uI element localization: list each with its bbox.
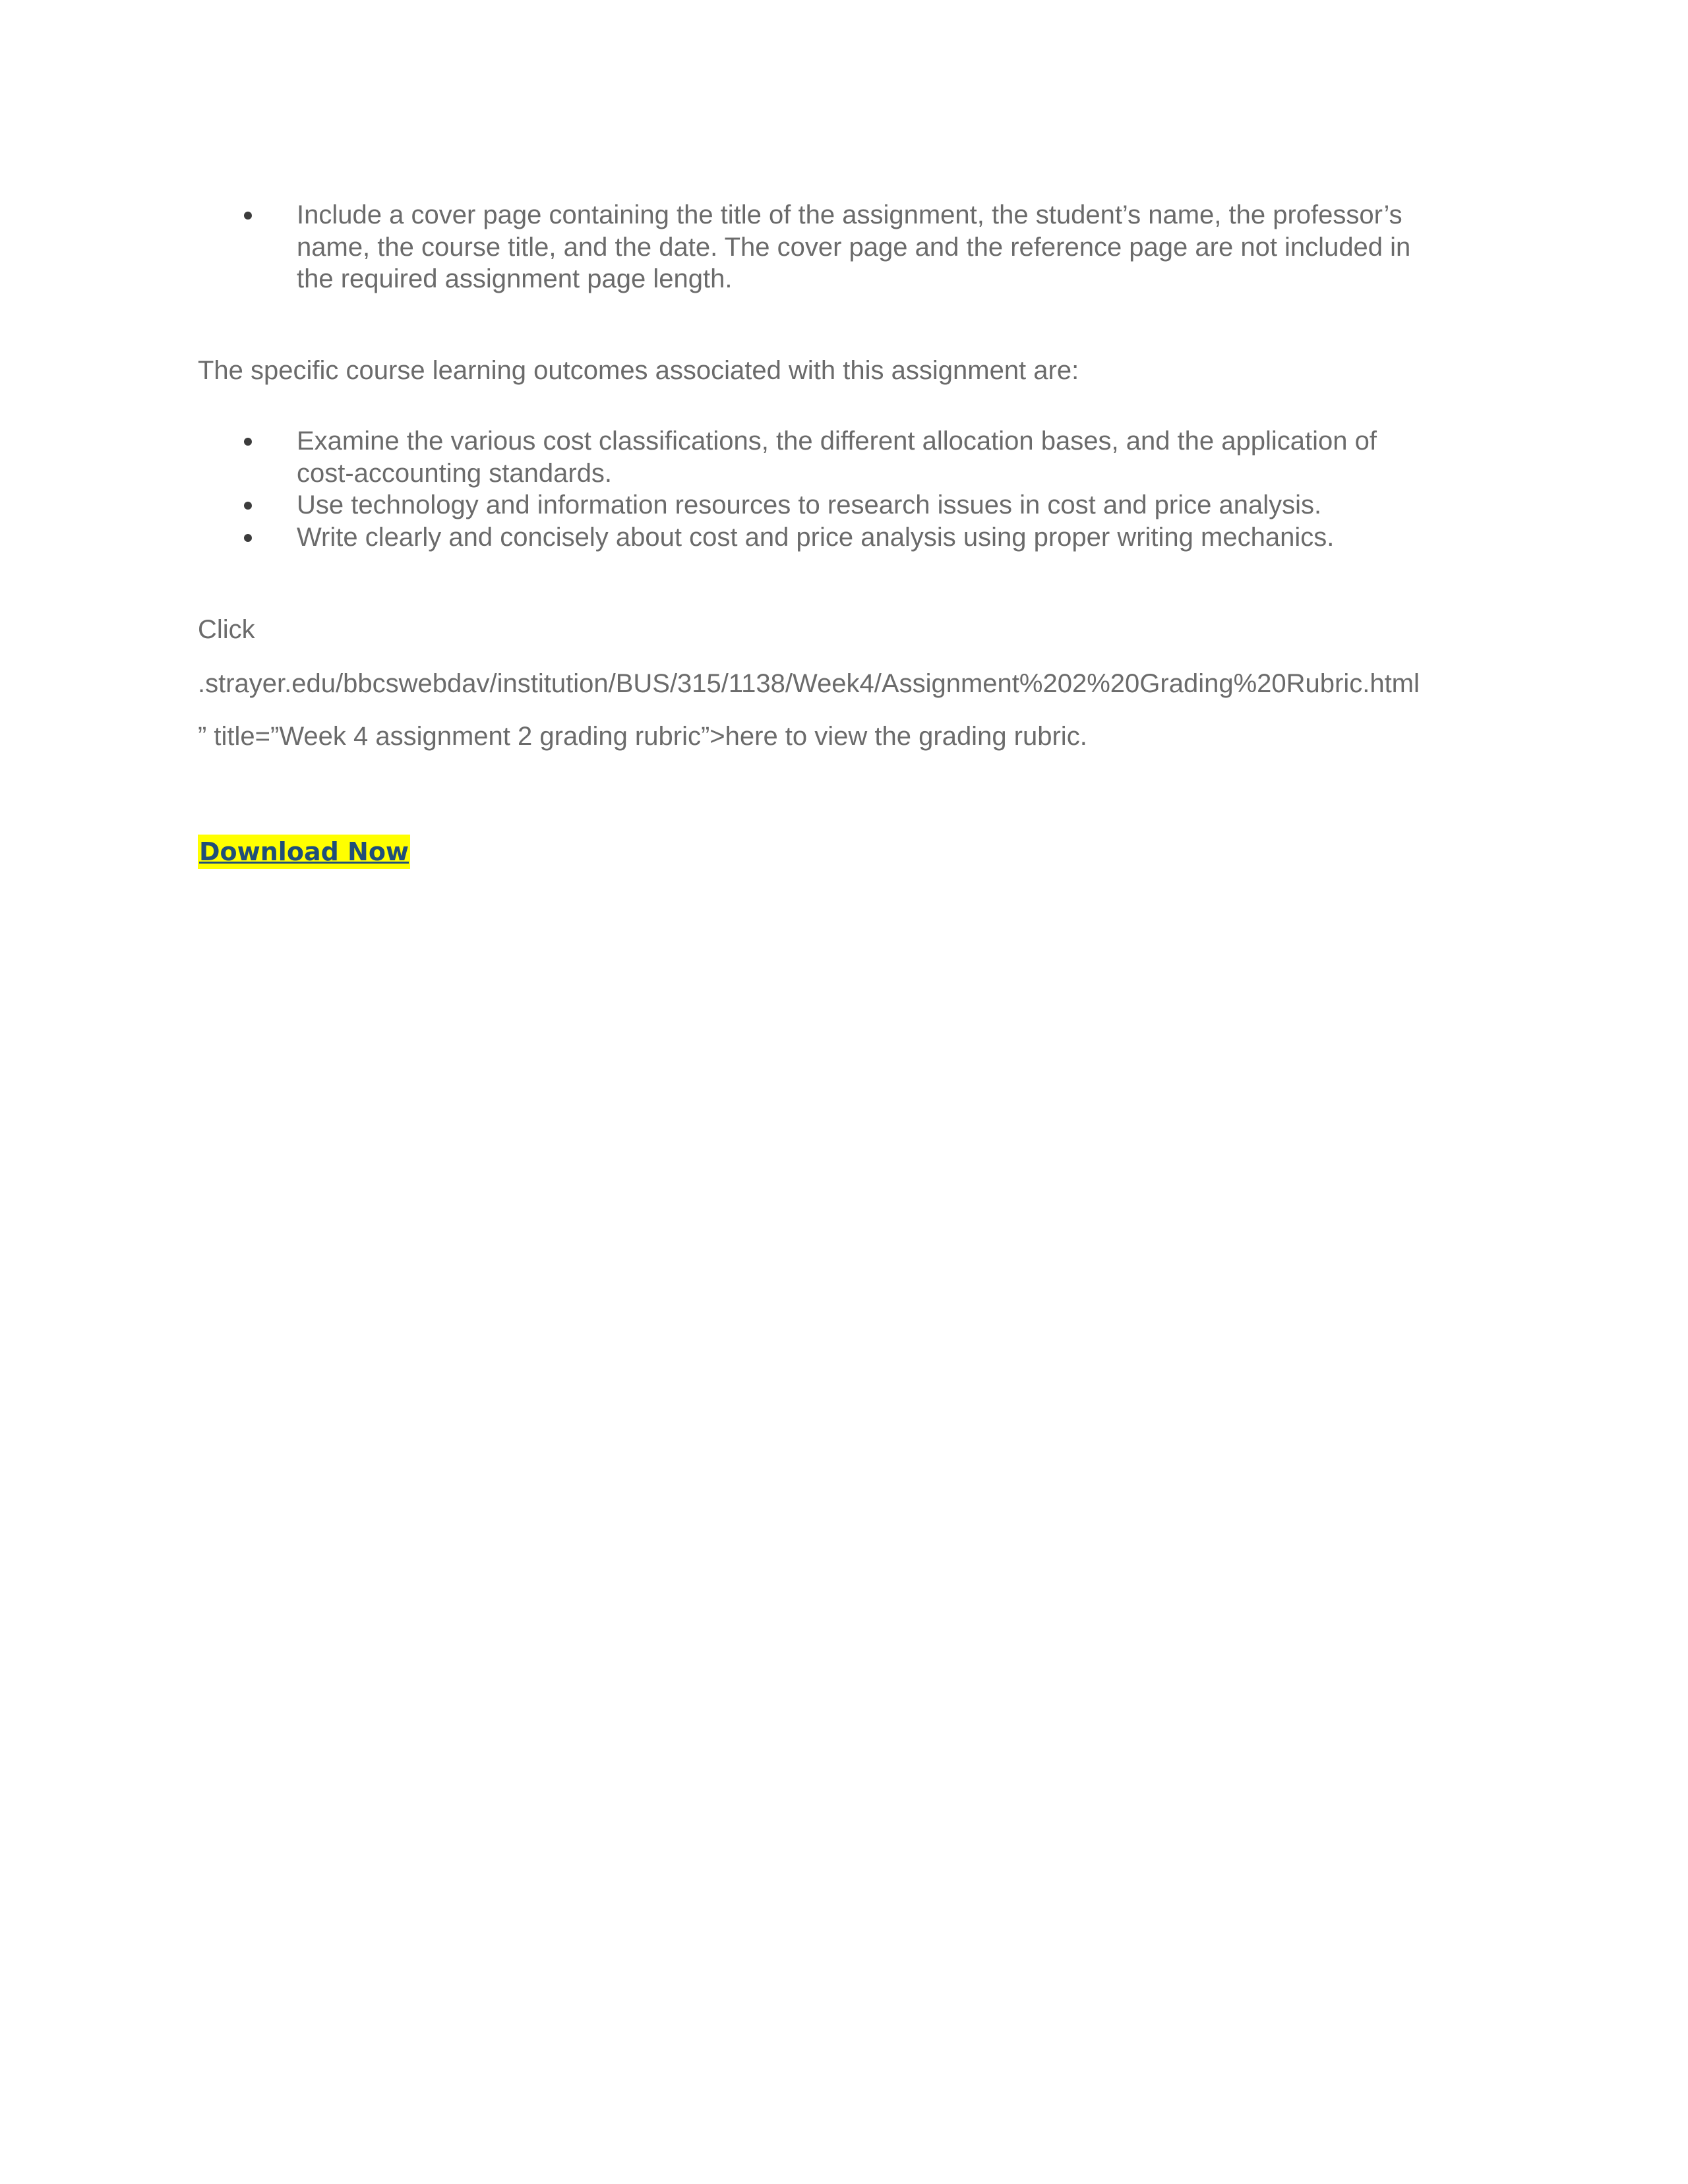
list-item-line: Write clearly and concisely about cost and price analysis using proper writing mechanics. (297, 522, 1335, 552)
list-item-line: Examine the various cost classifications, the different allocation bases, and the application of (297, 427, 1377, 456)
outcomes-intro-text: The specific course learning outcomes associated with this assignment are: (198, 356, 1079, 385)
download-now-link[interactable]: Download Now (198, 835, 410, 869)
list-item (198, 425, 1517, 489)
bullet-icon (244, 212, 252, 220)
list-item-line: the required assignment page length. (297, 264, 733, 293)
rubric-url-text: .strayer.edu/bbcswebdav/institution/BUS/315/1138/Week4/Assignment%202%20Grading%20Rubric.html (198, 669, 1420, 698)
list-item-line: Use technology and information resources to research issues in cost and price analysis. (297, 490, 1322, 519)
bullet-icon (244, 438, 252, 446)
list-item (198, 521, 1517, 554)
cover-page-requirements-list (198, 199, 1517, 295)
list-item-line: Include a cover page containing the title of the assignment, the student’s name, the professor’s (297, 200, 1402, 229)
list-item (198, 199, 1517, 295)
learning-outcomes-list (198, 425, 1517, 553)
bullet-icon (244, 534, 252, 542)
bullet-icon (244, 502, 252, 510)
list-item-line: cost-accounting standards. (297, 458, 613, 488)
rubric-link-text: ” title=”Week 4 assignment 2 grading rubric”>here to view the grading rubric. (198, 722, 1087, 751)
list-item (198, 489, 1517, 521)
list-item-line: name, the course title, and the date. The cover page and the reference page are not included in (297, 232, 1411, 262)
click-label-text: Click (198, 615, 255, 644)
